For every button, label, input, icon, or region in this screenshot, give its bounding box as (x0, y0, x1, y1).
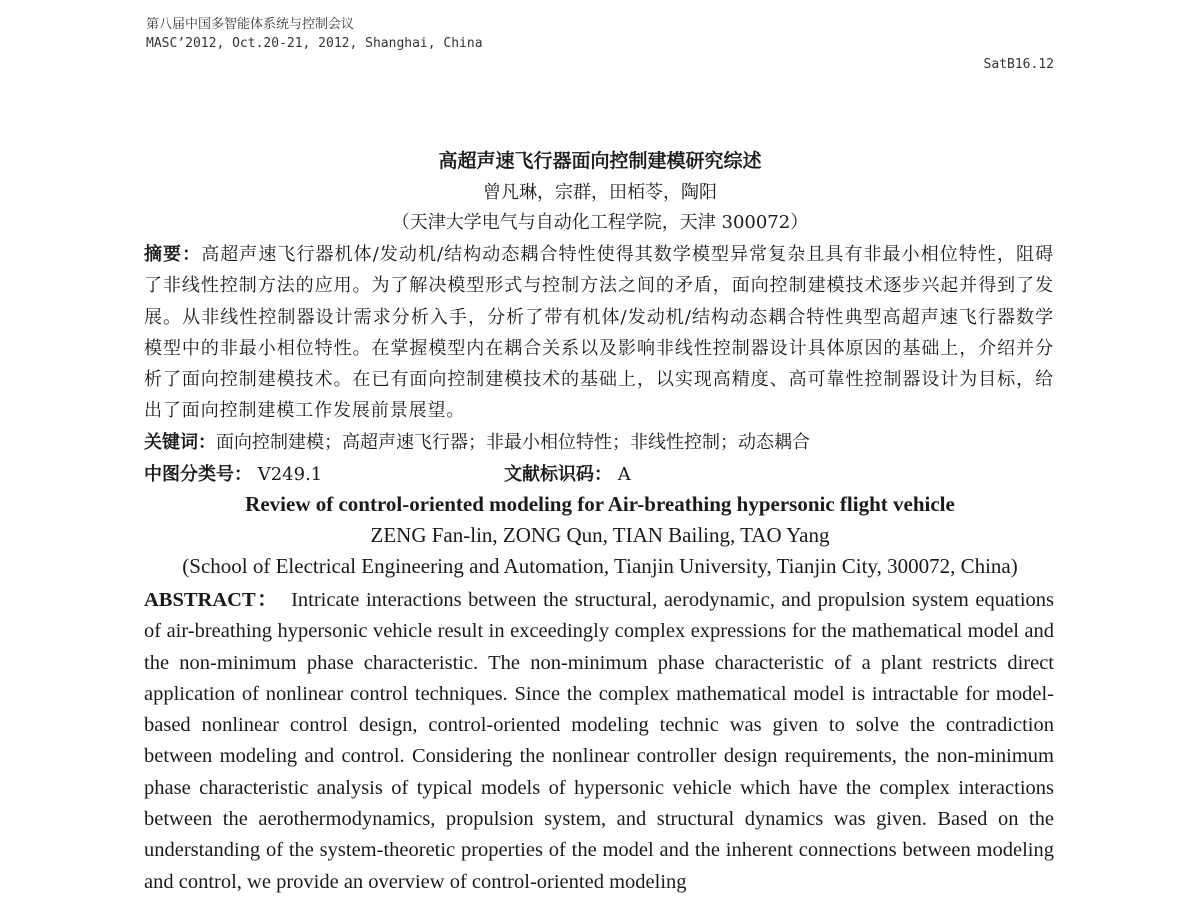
doc-code-value: A (617, 464, 631, 485)
abstract-text-cn: 高超声速飞行器机体/发动机/结构动态耦合特性使得其数学模型异常复杂且具有非最小相位特性，阻碍了非线性控制方法的应用。为了解决模型形式与控制方法之间的矛盾，面向控制建模技术逐步兴起并得到了发展。从非线性控制器设计需求分析入手，分析了带有机体/发动机/结构动态耦合特性典型高超声速飞行器数学模型中的非最小相位特性。在掌握模型内在耦合关系以及影响非线性控制器设计具体原因的基础上，介绍并分析了面向控制建模技术。在已有面向控制建模技术的基础上，以实现高精度、高可靠性控制器设计为目标，给出了面向控制建模工作发展前景展望。 (144, 244, 1054, 422)
clc-number (144, 460, 322, 486)
document-code (504, 460, 631, 486)
keywords-cn (144, 428, 810, 454)
clc-value: V249.1 (257, 464, 323, 485)
conference-name-en: MASC’2012, Oct.20-21, 2012, Shanghai, China (146, 36, 483, 51)
conference-name-cn: 第八届中国多智能体系统与控制会议 (146, 17, 355, 32)
abstract-cn (144, 239, 1054, 427)
clc-label: 中图分类号： (144, 464, 252, 485)
doc-code-label: 文献标识码： (504, 464, 612, 485)
abstract-text-en: Intricate interactions between the structural, aerodynamic, and propulsion system equations of air-breathing hypersonic vehicle result in exceedingly complex expressions for the mathematical model and the non-minimum phase characteristic. The non-minimum phase characteristic of a plant restricts direct application of nonlinear control techniques. Since the complex mathematical model is intractable for model-based nonlinear control design, control-oriented modeling technic was given to solve the contradiction between modeling and control. Considering the nonlinear controller design requirements, the non-minimum phase characteristic analysis of typical models of hypersonic vehicle which have the complex interactions between the aerothermodynamics, propulsion system, and structural dynamics was given. Based on the understanding of the system-theoretic properties of the model and the inherent connections between modeling and control, we provide an overview of control-oriented modeling (144, 589, 1054, 893)
paper-title-en: Review of control-oriented modeling for Air-breathing hypersonic flight vehicle (245, 492, 955, 516)
paper-code: SatB16.12 (983, 57, 1054, 72)
authors-cn: 曾凡琳，宗群，田栢苓，陶阳 (483, 182, 717, 203)
affiliation-cn: （天津大学电气与自动化工程学院，天津 300072） (391, 212, 809, 233)
keywords-label-cn: 关键词： (144, 432, 216, 453)
conference-header (146, 15, 483, 53)
abstract-label-cn: 摘要： (144, 244, 202, 265)
affiliation-en: (School of Electrical Engineering and Automation, Tianjin University, Tianjin City, 300072, China) (182, 554, 1018, 578)
abstract-label-en: ABSTRACT： (144, 589, 280, 611)
abstract-en (144, 585, 1054, 898)
paper-title-cn: 高超声速飞行器面向控制建模研究综述 (438, 150, 762, 172)
keywords-text-cn: 面向控制建模；高超声速飞行器；非最小相位特性；非线性控制；动态耦合 (216, 432, 810, 453)
authors-en: ZENG Fan-lin, ZONG Qun, TIAN Bailing, TAO Yang (370, 523, 830, 547)
